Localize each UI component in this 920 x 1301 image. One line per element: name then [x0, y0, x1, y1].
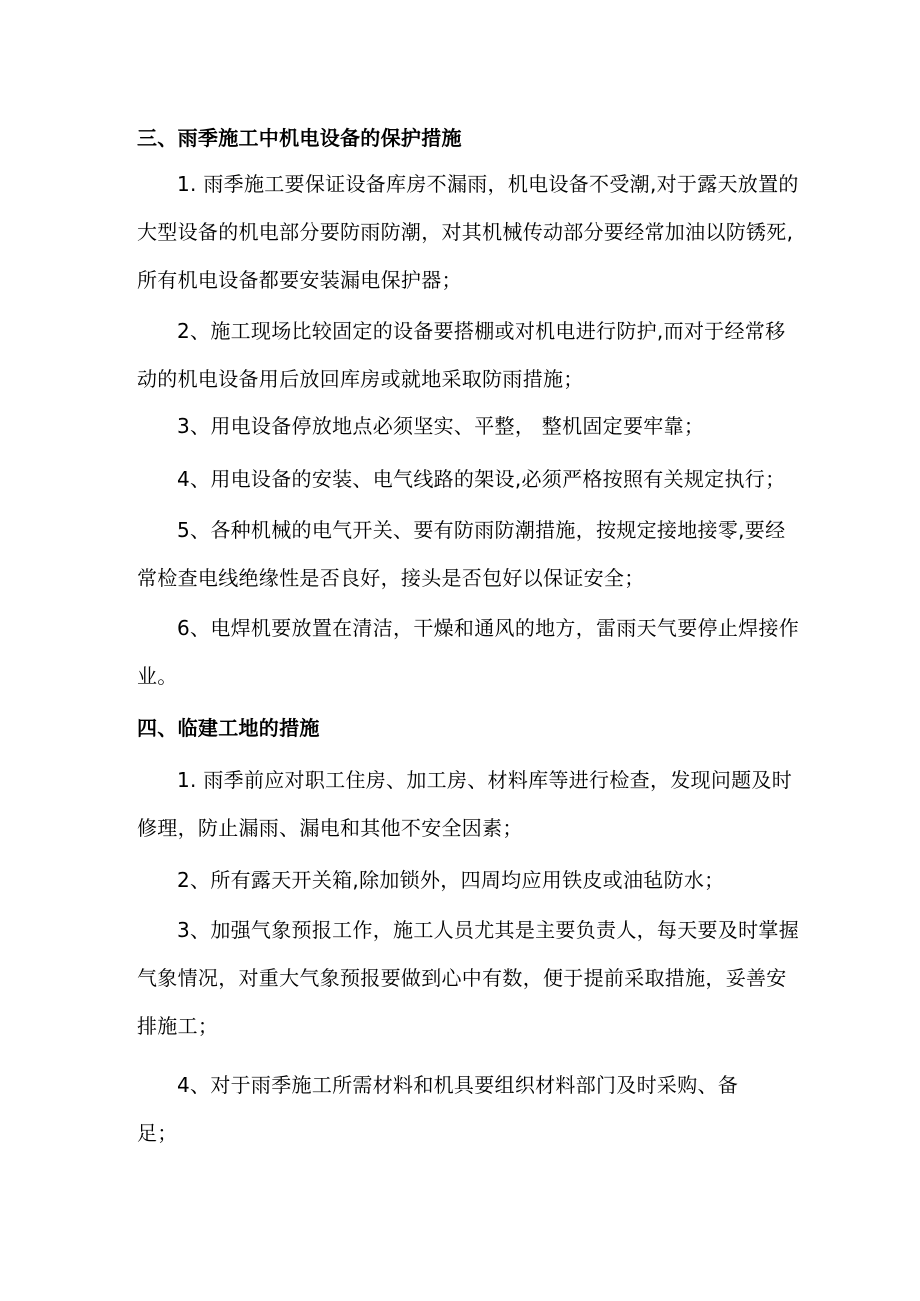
- paragraph-line: 所有机电设备都要安装漏电保护器；: [137, 268, 462, 292]
- section-4-item-4: [137, 1061, 787, 1157]
- section-3-item-3: [137, 402, 787, 450]
- section-3-heading: 三、雨季施工中机电设备的保护措施: [137, 126, 462, 150]
- paragraph-line: 业。: [137, 664, 178, 688]
- section-3-item-6: [137, 604, 800, 700]
- paragraph-line: 4、用电设备的安装、电气线路的架设,必须严格按照有关规定执行；: [177, 467, 786, 491]
- paragraph-line: 6、电焊机要放置在清洁，干燥和通风的地方，雷雨天气要停止焊接作: [177, 616, 800, 640]
- section-3-item-4: [137, 455, 787, 503]
- section-3-item-5: [137, 506, 787, 602]
- paragraph-line: 2、所有露天开关箱,除加锁外，四周均应用铁皮或油毡防水；: [177, 868, 725, 892]
- paragraph-line: 常检查电线绝缘性是否良好，接头是否包好以保证安全；: [137, 566, 645, 590]
- paragraph-line: 1. 雨季施工要保证设备库房不漏雨，机电设备不受潮,对于露天放置的: [177, 172, 799, 196]
- paragraph-line: 动的机电设备用后放回库房或就地采取防雨措施；: [137, 367, 584, 391]
- paragraph-line: 排施工；: [137, 1014, 219, 1038]
- section-3-item-1: [137, 160, 799, 304]
- paragraph-line: 3、加强气象预报工作，施工人员尤其是主要负责人，每天要及时掌握: [177, 918, 800, 942]
- paragraph-line: 足；: [137, 1121, 178, 1145]
- paragraph-line: 2、施工现场比较固定的设备要搭棚或对机电进行防护,而对于经常移: [177, 319, 786, 343]
- paragraph-line: 大型设备的机电部分要防雨防潮，对其机械传动部分要经常加油以防锈死,: [137, 220, 794, 244]
- section-3-item-2: [137, 307, 787, 403]
- section-4-item-3: [137, 906, 800, 1050]
- section-4-item-1: [137, 756, 793, 852]
- paragraph-line: 5、各种机械的电气开关、要有防雨防潮措施，按规定接地接零,要经: [177, 518, 786, 542]
- section-4-heading: 四、临建工地的措施: [137, 716, 320, 740]
- paragraph-line: 4、对于雨季施工所需材料和机具要组织材料部门及时采购、备: [177, 1073, 739, 1097]
- section-4-item-2: [137, 856, 787, 904]
- paragraph-line: 3、用电设备停放地点必须坚实、平整， 整机固定要牢靠；: [177, 414, 705, 438]
- paragraph-line: 修理，防止漏雨、漏电和其他不安全因素；: [137, 816, 523, 840]
- paragraph-line: 气象情况，对重大气象预报要做到心中有数，便于提前采取措施，妥善安: [137, 966, 787, 990]
- paragraph-line: 1. 雨季前应对职工住房、加工房、材料库等进行检查，发现问题及时: [177, 768, 793, 792]
